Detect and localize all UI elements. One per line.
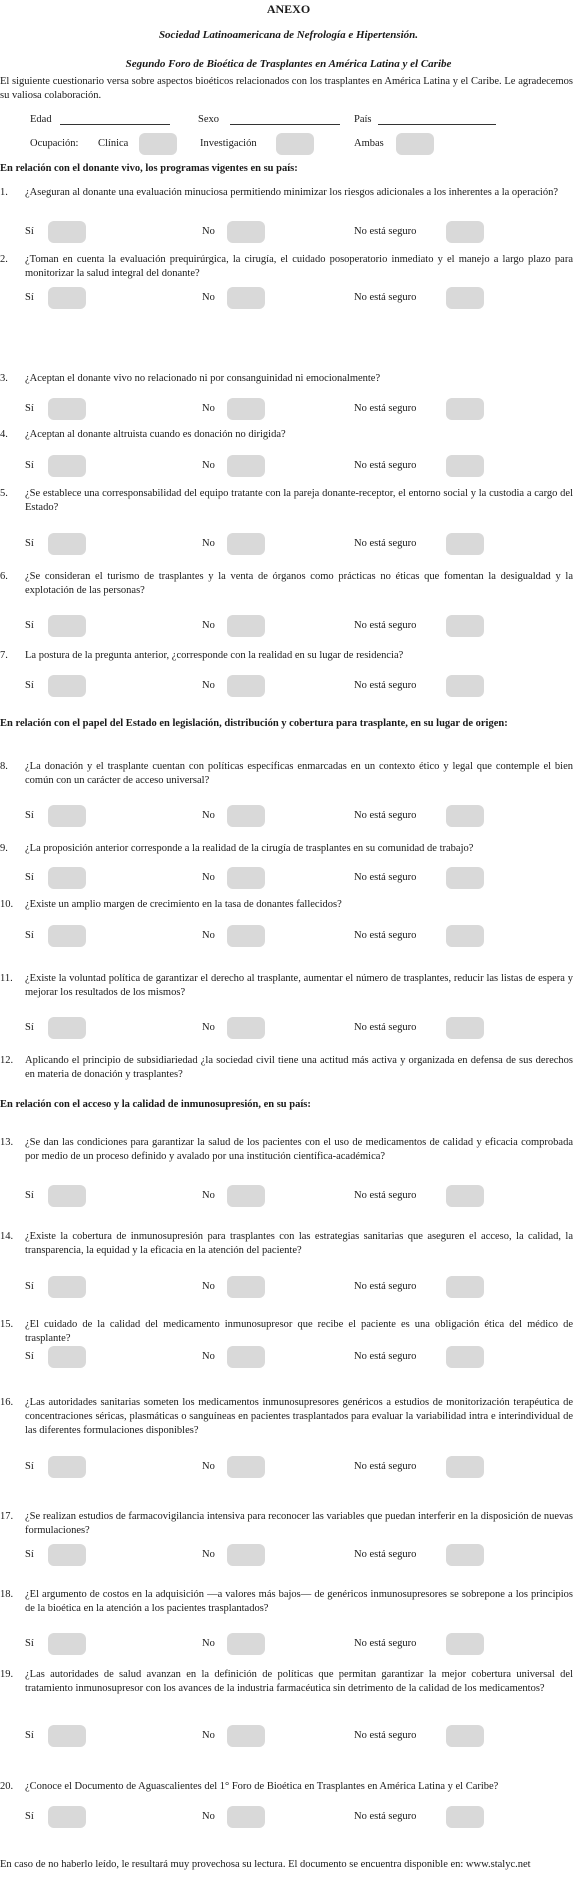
answer-no-checkbox[interactable] [227,533,265,555]
question-text: ¿Se establece una corresponsabilidad del equipo tratante con la pareja donante-receptor, el entorno social y la custodia a cargo del Estado? [25,488,573,513]
answer-unsure-checkbox[interactable] [446,675,484,697]
answer-yes-checkbox[interactable] [48,1276,86,1298]
answer-yes-label: Sí [25,680,34,691]
answer-no-label: No [202,620,215,631]
answer-no-checkbox[interactable] [227,1633,265,1655]
question-number: 18. [0,1589,14,1600]
answer-yes-checkbox[interactable] [48,1017,86,1039]
answer-no-checkbox[interactable] [227,805,265,827]
question-number: 8. [0,761,8,772]
section-heading-living-donor: En relación con el donante vivo, los programas vigentes en su país: [0,163,298,174]
answer-yes-label: Sí [25,226,34,237]
answer-unsure-checkbox[interactable] [446,1185,484,1207]
answer-no-label: No [202,872,215,883]
answer-no-label: No [202,1638,215,1649]
question-text: ¿La donación y el trasplante cuentan con políticas específicas enmarcadas en un contexto ético y legal que contemple el bien común con un carácter de acceso universal? [25,761,573,786]
question-number: 2. [0,254,8,265]
question-number: 14. [0,1231,14,1242]
occupation-investigacion-label: Investigación [200,138,257,149]
answer-yes-label: Sí [25,460,34,471]
age-label: Edad [30,114,52,125]
question-text: ¿El cuidado de la calidad del medicamento inmunosupresor que recibe el paciente es una obligación ética del médico de trasplante? [25,1319,573,1344]
question-number: 6. [0,571,8,582]
answer-no-label: No [202,226,215,237]
answer-yes-checkbox[interactable] [48,533,86,555]
answer-no-label: No [202,538,215,549]
answer-yes-checkbox[interactable] [48,1806,86,1828]
answer-unsure-checkbox[interactable] [446,533,484,555]
footer-note: En caso de no haberlo leído, le resultará muy provechosa su lectura. El documento se encuentra disponible en: www.stalyc.net [0,1859,531,1870]
answer-no-checkbox[interactable] [227,1346,265,1368]
answer-yes-label: Sí [25,1022,34,1033]
question-text: Aplicando el principio de subsidiariedad ¿la sociedad civil tiene una actitud más activa y organizada en defensa de sus derechos en materia de donación y trasplantes? [25,1055,573,1080]
answer-unsure-label: No está seguro [354,620,417,631]
answer-no-checkbox[interactable] [227,1276,265,1298]
answer-unsure-checkbox[interactable] [446,1017,484,1039]
answer-yes-label: Sí [25,1549,34,1560]
answer-unsure-checkbox[interactable] [446,1633,484,1655]
question-number: 11. [0,973,13,984]
answer-unsure-checkbox[interactable] [446,805,484,827]
question-number: 17. [0,1511,14,1522]
question-text: ¿Existe la voluntad política de garantizar el derecho al trasplante, aumentar el número de trasplantes, reducir las listas de espera y mejorar los resultados de los mismos? [25,973,573,998]
country-input[interactable] [378,124,496,125]
sex-input[interactable] [230,124,340,125]
answer-no-checkbox[interactable] [227,1806,265,1828]
section-heading-state-role: En relación con el papel del Estado en legislación, distribución y cobertura para trasplante, en su lugar de origen: [0,718,508,729]
question-number: 9. [0,843,8,854]
answer-yes-checkbox[interactable] [48,675,86,697]
answer-unsure-checkbox[interactable] [446,1456,484,1478]
answer-no-checkbox[interactable] [227,1544,265,1566]
question-number: 4. [0,429,8,440]
answer-yes-checkbox[interactable] [48,1633,86,1655]
answer-yes-label: Sí [25,1190,34,1201]
answer-unsure-checkbox[interactable] [446,615,484,637]
question-number: 3. [0,373,8,384]
answer-unsure-checkbox[interactable] [446,867,484,889]
answer-unsure-label: No está seguro [354,1281,417,1292]
answer-unsure-checkbox[interactable] [446,1276,484,1298]
question-text: ¿Se dan las condiciones para garantizar la salud de los pacientes con el uso de medicamentos de calidad y eficacia comprobada por medio de un proceso definido y avalado por una institución científica-académica? [25,1137,573,1162]
answer-unsure-label: No está seguro [354,680,417,691]
question-number: 10. [0,899,14,910]
question-text: La postura de la pregunta anterior, ¿corresponde con la realidad en su lugar de residencia? [25,650,404,661]
answer-yes-checkbox[interactable] [48,1725,86,1747]
document-title: ANEXO [266,2,311,16]
answer-unsure-checkbox[interactable] [446,1806,484,1828]
question-number: 12. [0,1055,14,1066]
question-number: 15. [0,1319,14,1330]
answer-no-checkbox[interactable] [227,287,265,309]
question-text: ¿Aceptan al donante altruista cuando es donación no dirigida? [25,429,286,440]
answer-unsure-label: No está seguro [354,1811,417,1822]
question-text: ¿Toman en cuenta la evaluación prequirúrgica, la cirugía, el cuidado posoperatorio inmediato y el manejo a largo plazo para monitorizar la salud integral del donante? [25,254,573,279]
answer-no-label: No [202,1549,215,1560]
answer-yes-label: Sí [25,403,34,414]
sex-label: Sexo [198,114,219,125]
answer-unsure-checkbox[interactable] [446,221,484,243]
answer-unsure-label: No está seguro [354,1638,417,1649]
answer-unsure-label: No está seguro [354,292,417,303]
answer-yes-checkbox[interactable] [48,805,86,827]
answer-no-checkbox[interactable] [227,1185,265,1207]
answer-no-label: No [202,1811,215,1822]
question-number: 16. [0,1397,14,1408]
answer-yes-checkbox[interactable] [48,398,86,420]
answer-no-checkbox[interactable] [227,867,265,889]
answer-yes-label: Sí [25,872,34,883]
answer-unsure-label: No está seguro [354,1461,417,1472]
question-text: ¿El argumento de costos en la adquisición —a valores más bajos— de genéricos inmunosupresores se sobrepone a los principios de la bioética en la atención a los pacientes trasplantados? [25,1589,573,1614]
answer-no-checkbox[interactable] [227,615,265,637]
answer-yes-checkbox[interactable] [48,1185,86,1207]
answer-no-checkbox[interactable] [227,925,265,947]
answer-yes-label: Sí [25,1281,34,1292]
answer-unsure-label: No está seguro [354,1730,417,1741]
answer-yes-checkbox[interactable] [48,455,86,477]
answer-unsure-checkbox[interactable] [446,287,484,309]
answer-yes-label: Sí [25,1461,34,1472]
answer-yes-checkbox[interactable] [48,1456,86,1478]
answer-unsure-label: No está seguro [354,872,417,883]
question-number: 7. [0,650,8,661]
answer-yes-label: Sí [25,930,34,941]
question-text: ¿Existe un amplio margen de crecimiento en la tasa de donantes fallecidos? [25,899,342,910]
society-name: Sociedad Latinoamericana de Nefrología e Hipertensión. [158,29,419,41]
answer-no-label: No [202,810,215,821]
answer-unsure-checkbox[interactable] [446,1544,484,1566]
answer-unsure-label: No está seguro [354,930,417,941]
answer-yes-label: Sí [25,620,34,631]
question-text: ¿Aceptan el donante vivo no relacionado ni por consanguinidad ni emocionalmente? [25,373,381,384]
answer-unsure-checkbox[interactable] [446,455,484,477]
answer-no-checkbox[interactable] [227,455,265,477]
answer-yes-label: Sí [25,292,34,303]
answer-no-label: No [202,403,215,414]
section-heading-immunosuppression: En relación con el acceso y la calidad de inmunosupresión, en su país: [0,1099,311,1110]
answer-no-label: No [202,1461,215,1472]
answer-unsure-label: No está seguro [354,1022,417,1033]
occupation-label: Ocupación: [30,138,79,149]
answer-no-checkbox[interactable] [227,1725,265,1747]
answer-no-label: No [202,1351,215,1362]
answer-unsure-label: No está seguro [354,538,417,549]
answer-yes-label: Sí [25,1351,34,1362]
answer-yes-checkbox[interactable] [48,1346,86,1368]
answer-unsure-checkbox[interactable] [446,925,484,947]
answer-no-label: No [202,460,215,471]
question-text: ¿Existe la cobertura de inmunosupresión para trasplantes con las estrategias sanitarias que aseguren el acceso, la calidad, la transparencia, la equidad y la eficacia en la atención del paciente? [25,1231,573,1256]
question-number: 1. [0,187,8,198]
country-label: País [354,114,372,125]
answer-yes-checkbox[interactable] [48,287,86,309]
answer-yes-checkbox[interactable] [48,1544,86,1566]
occupation-clinica-label: Clínica [98,138,129,149]
answer-no-label: No [202,1190,215,1201]
occupation-ambas-checkbox[interactable] [396,133,434,155]
occupation-investigacion-checkbox[interactable] [276,133,314,155]
question-text: ¿Se realizan estudios de farmacovigilancia intensiva para reconocer las variables que puedan interferir en la disposición de nuevas formulaciones? [25,1511,573,1536]
answer-yes-checkbox[interactable] [48,615,86,637]
answer-yes-label: Sí [25,1730,34,1741]
answer-yes-label: Sí [25,1811,34,1822]
question-text: ¿Se consideran el turismo de trasplantes y la venta de órganos como prácticas no éticas que fomentan la desigualdad y la explotación de las personas? [25,571,573,596]
answer-yes-checkbox[interactable] [48,867,86,889]
question-number: 5. [0,488,8,499]
answer-unsure-checkbox[interactable] [446,1725,484,1747]
answer-no-label: No [202,930,215,941]
intro-text: El siguiente cuestionario versa sobre aspectos bioéticos relacionados con los trasplantes en América Latina y el Caribe. Le agradecemos su valiosa colaboración. [0,76,573,101]
answer-yes-label: Sí [25,538,34,549]
occupation-ambas-label: Ambas [354,138,384,149]
answer-unsure-label: No está seguro [354,1351,417,1362]
answer-yes-checkbox[interactable] [48,925,86,947]
question-text: ¿Conoce el Documento de Aguascalientes del 1° Foro de Bioética en Trasplantes en América Latina y el Caribe? [25,1781,499,1792]
answer-yes-label: Sí [25,1638,34,1649]
answer-unsure-label: No está seguro [354,460,417,471]
question-text: ¿La proposición anterior corresponde a la realidad de la cirugía de trasplantes en su comunidad de trabajo? [25,843,474,854]
answer-unsure-checkbox[interactable] [446,398,484,420]
answer-no-label: No [202,680,215,691]
question-number: 13. [0,1137,14,1148]
answer-unsure-label: No está seguro [354,810,417,821]
answer-no-label: No [202,1730,215,1741]
answer-no-checkbox[interactable] [227,221,265,243]
answer-unsure-checkbox[interactable] [446,1346,484,1368]
answer-unsure-label: No está seguro [354,1549,417,1560]
question-number: 19. [0,1669,14,1680]
age-input[interactable] [60,124,170,125]
answer-no-label: No [202,292,215,303]
answer-yes-label: Sí [25,810,34,821]
answer-unsure-label: No está seguro [354,1190,417,1201]
answer-no-label: No [202,1022,215,1033]
question-text: ¿Las autoridades de salud avanzan en la definición de políticas que permitan garantizar la mejor cobertura universal del tratamiento inmunosupresor con los avances de la industria farmacéutica sin detrimento de la calidad de los medicamentos? [25,1669,573,1694]
answer-yes-checkbox[interactable] [48,221,86,243]
answer-no-checkbox[interactable] [227,398,265,420]
question-text: ¿Las autoridades sanitarias someten los medicamentos inmunosupresores genéricos a estudios de monitorización terapéutica de concentraciones séricas, plasmáticas o sanguíneas en pacientes trasplantados para evaluar la variabilidad intra e interindividual de las diferentes formulaciones disponibles? [25,1397,573,1436]
answer-no-checkbox[interactable] [227,1456,265,1478]
answer-no-checkbox[interactable] [227,1017,265,1039]
answer-unsure-label: No está seguro [354,403,417,414]
question-number: 20. [0,1781,14,1792]
answer-no-label: No [202,1281,215,1292]
occupation-clinica-checkbox[interactable] [139,133,177,155]
answer-unsure-label: No está seguro [354,226,417,237]
answer-no-checkbox[interactable] [227,675,265,697]
forum-name: Segundo Foro de Bioética de Trasplantes en América Latina y el Caribe [125,58,452,70]
question-text: ¿Aseguran al donante una evaluación minuciosa permitiendo minimizar los riesgos adicionales a los inherentes a la operación? [25,187,558,198]
